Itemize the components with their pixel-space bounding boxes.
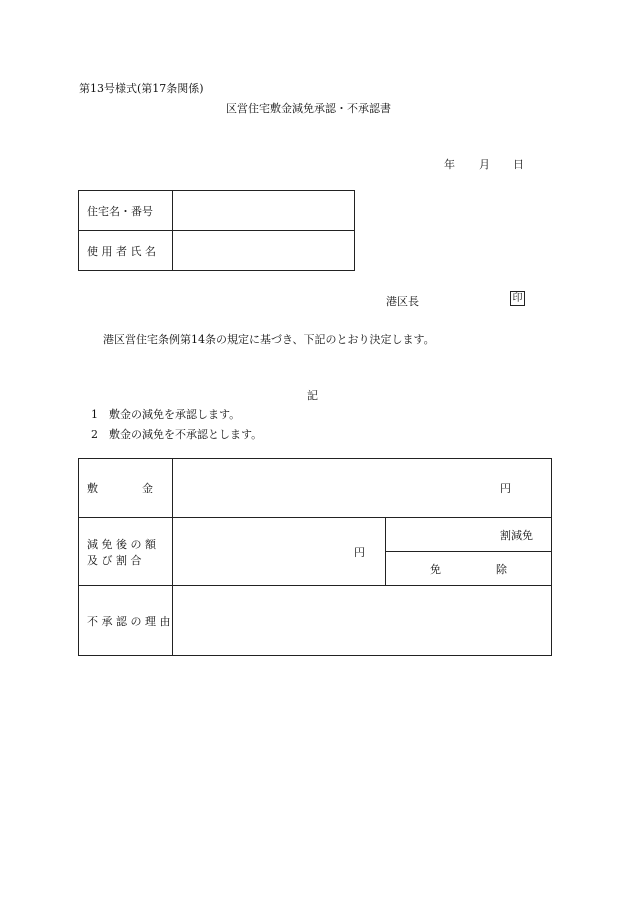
issuer-name: 港区長 [386, 295, 419, 308]
decision-item-approve: 1 敷金の減免を承認します。 [91, 408, 241, 421]
reduced-unit: 円 [354, 545, 365, 559]
info-table [78, 190, 355, 271]
residence-label: 住宅名・番号 [79, 191, 173, 231]
deposit-amount-field[interactable] [173, 459, 552, 518]
reduction-rate-label: 割減免 [500, 528, 533, 542]
exemption-label: 免 除 [430, 562, 507, 576]
deposit-label: 敷 金 [79, 459, 173, 518]
reduced-label-line1: 減 免 後 の 額 [87, 537, 156, 551]
decision-item-reject: 2 敷金の減免を不承認とします。 [91, 428, 263, 441]
reduced-label-line2: 及 び 割 合 [87, 553, 142, 567]
seal-mark: 印 [510, 291, 525, 306]
document-title: 区営住宅敷金減免承認・不承認書 [226, 102, 391, 115]
form-number: 第13号様式(第17条関係) [79, 82, 204, 95]
reduced-amount-field[interactable] [173, 518, 386, 586]
body-text: 港区営住宅条例第14条の規定に基づき、下記のとおり決定します。 [103, 333, 435, 346]
date-day: 日 [513, 158, 524, 171]
date-year: 年 [444, 158, 455, 171]
reason-field[interactable] [173, 586, 552, 656]
reduction-rate-field[interactable] [386, 518, 552, 552]
exemption-field[interactable] [386, 552, 552, 586]
user-name-label: 使 用 者 氏 名 [79, 231, 173, 271]
reason-label: 不 承 認 の 理 由 [79, 586, 173, 656]
detail-table [78, 458, 552, 656]
residence-field[interactable] [173, 191, 355, 231]
reduced-amount-label [79, 518, 173, 586]
notes-heading: 記 [307, 389, 318, 402]
deposit-unit: 円 [500, 482, 511, 495]
user-name-field[interactable] [173, 231, 355, 271]
date-month: 月 [479, 158, 490, 171]
